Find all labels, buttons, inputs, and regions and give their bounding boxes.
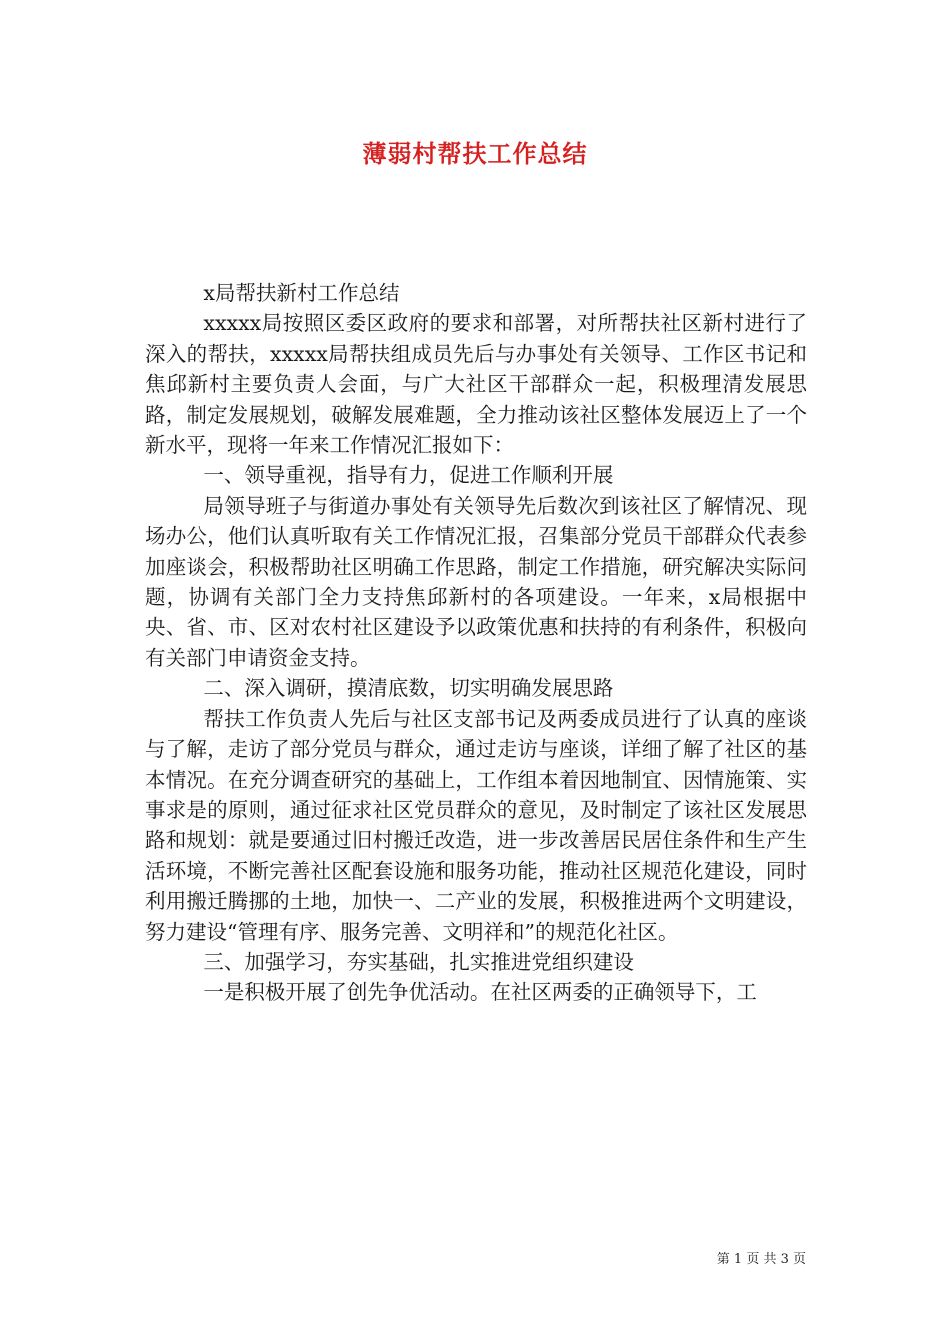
paragraph-subtitle: x局帮扶新村工作总结 xyxy=(203,281,400,305)
paragraph-section-1: 局领导班子与街道办事处有关领导先后数次到该社区了解情况、现场办公，他们认真听取有关工作情况汇报，召集部分党员干部群众代表参加座谈会，积极帮助社区明确工作思路，制定工作措施，研究解决实际问题，协调有关部门全力支持焦邱新村的各项建设。一年来，x局根据中央、省、市、区对农村社区建设予以政策优惠和扶持的有利条件，积极向有关部门申请资金支持。 xyxy=(145,493,807,670)
section-heading-3: 三、加强学习，夯实基础，扎实推进党组织建设 xyxy=(203,949,634,974)
document-body xyxy=(145,278,807,1008)
section-heading-2: 二、深入调研，摸清底数，切实明确发展思路 xyxy=(203,676,614,701)
paragraph-section-3: 一是积极开展了创先争优活动。在社区两委的正确领导下，工 xyxy=(203,980,757,1005)
paragraph-section-2: 帮扶工作负责人先后与社区支部书记及两委成员进行了认真的座谈与了解，走访了部分党员与群众，通过走访与座谈，详细了解了社区的基本情况。在充分调查研究的基础上，工作组本着因地制宜、因情施策、实事求是的原则，通过征求社区党员群众的意见，及时制定了该社区发展思路和规划：就是要通过旧村搬迁改造，进一步改善居民居住条件和生产生活环境，不断完善社区配套设施和服务功能，推动社区规范化建设，同时利用搬迁腾挪的土地，加快一、二产业的发展，积极推进两个文明建设，努力建设“管理有序、服务完善、文明祥和”的规范化社区。 xyxy=(145,706,807,944)
section-heading-1: 一、领导重视，指导有力，促进工作顺利开展 xyxy=(203,463,614,488)
page-number: 第 1 页 共 3 页 xyxy=(716,1252,806,1267)
paragraph-intro: xxxxx局按照区委区政府的要求和部署，对所帮扶社区新村进行了深入的帮扶，xxxxx局帮扶组成员先后与办事处有关领导、工作区书记和焦邱新村主要负责人会面，与广大社区干部群众一起，积极理清发展思路，制定发展规划，破解发展难题，全力推动该社区整体发展迈上了一个新水平，现将一年来工作情况汇报如下： xyxy=(145,311,807,458)
document-title: 薄弱村帮扶工作总结 xyxy=(362,139,588,168)
